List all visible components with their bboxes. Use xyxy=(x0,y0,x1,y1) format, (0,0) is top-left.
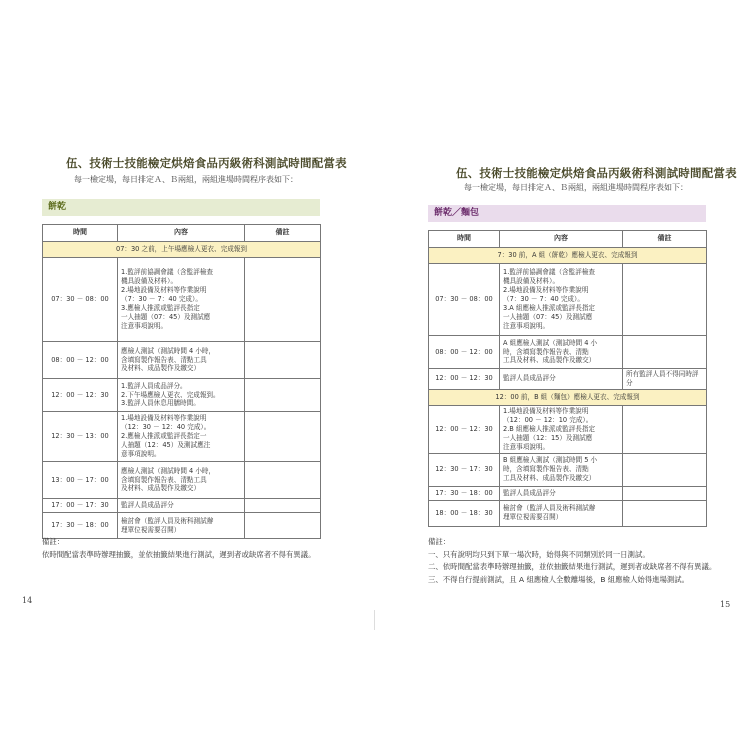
table-row xyxy=(429,453,707,486)
banner-cell: 12：00 前，B 組（麵包）應檢人更衣、完成報到 xyxy=(429,389,707,405)
note-cell xyxy=(623,453,707,486)
content-cell: 監評人員成品評分 xyxy=(500,369,623,390)
banner-row xyxy=(429,389,707,405)
note-cell xyxy=(623,336,707,369)
time-cell: 07：30 － 08：00 xyxy=(43,258,118,342)
notes-block xyxy=(428,536,716,586)
note-cell xyxy=(623,500,707,526)
table-row xyxy=(43,379,321,412)
content-cell: 1.監評前協調會議（含監評檢查 機具設備及材料）。 2.場地設備及材料等作業說明 （7：30 － 7：40 完成）。 3.應檢人推派或監評長指定 一人抽題（07：45）及測試應 注意事項說明。 xyxy=(118,258,245,342)
time-cell: 17：00 － 17：30 xyxy=(43,499,118,513)
table-row xyxy=(43,258,321,342)
schedule-table xyxy=(428,230,707,527)
table-row xyxy=(43,342,321,379)
table-row xyxy=(429,336,707,369)
note-cell xyxy=(623,486,707,500)
time-cell: 17：30 － 18：00 xyxy=(429,486,500,500)
header-content: 內容 xyxy=(118,225,245,242)
content-cell: 應檢人測試（測試時間 4 小時， 含填寫製作報告表、清點工具 及材料、成品製作及繳交） xyxy=(118,462,245,499)
note-cell xyxy=(245,412,321,462)
note-cell xyxy=(245,258,321,342)
table-row xyxy=(429,264,707,336)
page-subtitle: 每一檢定場，每日排定Ａ、Ｂ兩組，兩組進場時間程序表如下： xyxy=(464,183,688,192)
time-cell: 12：30 － 17：30 xyxy=(429,453,500,486)
section-bar: 餅乾 xyxy=(42,199,320,216)
note-cell xyxy=(245,379,321,412)
time-cell: 12：00 － 12：30 xyxy=(429,369,500,390)
page-number: 14 xyxy=(22,596,33,605)
page-subtitle: 每一檢定場，每日排定Ａ、Ｂ兩組，兩組進場時間程序表如下： xyxy=(74,175,298,184)
note-cell xyxy=(245,513,321,539)
page-title: 伍、技術士技能檢定烘焙食品丙級術科測試時間配當表 xyxy=(456,166,737,180)
content-cell: 1.場地設備及材料等作業說明 （12：30 － 12：40 完成）。 2.應檢人推派或監評長指定一 人抽題（12：45）及測試應注 意事項說明。 xyxy=(118,412,245,462)
table-row xyxy=(429,405,707,453)
content-cell: 1.場地設備及材料等作業說明 （12：00 － 12：10 完成）。 2.B 組應檢人推派或監評長指定 一人抽題（12：15）及測試應 注意事項說明。 xyxy=(500,405,623,453)
header-time: 時間 xyxy=(429,231,500,248)
banner-row xyxy=(429,248,707,264)
header-content: 內容 xyxy=(500,231,623,248)
note-cell xyxy=(245,499,321,513)
note-line: 一、只有說明均只到下單一場次時，始得與不同類別於同一日測試。 xyxy=(428,549,650,559)
table-row xyxy=(429,486,707,500)
time-cell: 08：00 － 12：00 xyxy=(43,342,118,379)
time-cell: 13：00 － 17：00 xyxy=(43,462,118,499)
note-line: 三、不得自行提前測試，且 A 組應檢人全數離場後，B 組應檢人始得進場測試。 xyxy=(428,574,690,584)
content-cell: 檢討會（監評人員及術科測試辦 理單位視需要召開） xyxy=(118,513,245,539)
time-cell: 12：00 － 12：30 xyxy=(43,379,118,412)
banner-cell: 07：30 之前，上午場應檢人更衣、完成報到 xyxy=(43,242,321,258)
time-cell: 07：30 － 08：00 xyxy=(429,264,500,336)
content-cell: 監評人員成品評分 xyxy=(500,486,623,500)
content-cell: 檢討會（監評人員及術科測試辦 理單位視需要召開） xyxy=(500,500,623,526)
table-header-row xyxy=(43,225,321,242)
content-cell: A 組應檢人測試（測試時間 4 小 時，含填寫製作報告表、清點 工具及材料、成品製作及繳交） xyxy=(500,336,623,369)
content-cell: 1.監評前協調會議（含監評檢查 機具設備及材料）。 2.場地設備及材料等作業說明 （7：30 － 7：40 完成）。 3.A 組應檢人推派或監評長指定 一人抽題（07：45）及測試應 注意事項說明。 xyxy=(500,264,623,336)
table-row xyxy=(429,369,707,390)
time-cell: 08：00 － 12：00 xyxy=(429,336,500,369)
notes-heading: 備註： xyxy=(428,537,451,546)
table-row xyxy=(43,412,321,462)
banner-cell: 7：30 前，A 組（餅乾）應檢人更衣、完成報到 xyxy=(429,248,707,264)
table-row xyxy=(43,513,321,539)
header-note: 備註 xyxy=(623,231,707,248)
right-page xyxy=(375,0,750,750)
note-cell xyxy=(623,264,707,336)
note-line: 依時間配當表準時辦理抽籤，並依抽籤結果進行測試，遲到者或缺席者不得有異議。 xyxy=(42,549,316,559)
schedule-table xyxy=(42,224,321,539)
content-cell: 應檢人測試（測試時間 4 小時， 含填寫製作報告表、清點工具 及材料、成品製作及繳交） xyxy=(118,342,245,379)
content-cell: 1.監評人員成品評分。 2.下午場應檢人更衣、完成報到。 3.監評人員休息用膳時間。 xyxy=(118,379,245,412)
notes-block xyxy=(42,536,315,561)
note-cell: 所有監評人員不得同時評分 xyxy=(623,369,707,390)
table-header-row xyxy=(429,231,707,248)
time-cell: 12：30 － 13：00 xyxy=(43,412,118,462)
note-cell xyxy=(245,462,321,499)
table-row xyxy=(429,500,707,526)
table-row xyxy=(43,462,321,499)
note-line: 二、依時間配當表準時辦理抽籤，並依抽籤結果進行測試，遲到者或缺席者不得有異議。 xyxy=(428,562,717,572)
banner-row xyxy=(43,242,321,258)
content-cell: B 組應檢人測試（測試時間 5 小 時，含填寫製作報告表、清點 工具及材料、成品製作及繳交） xyxy=(500,453,623,486)
note-cell xyxy=(245,342,321,379)
time-cell: 18：00 － 18：30 xyxy=(429,500,500,526)
section-bar: 餅乾／麵包 xyxy=(428,205,706,222)
header-note: 備註 xyxy=(245,225,321,242)
header-time: 時間 xyxy=(43,225,118,242)
table-row xyxy=(43,499,321,513)
page-number: 15 xyxy=(720,600,731,609)
time-cell: 17：30 － 18：00 xyxy=(43,513,118,539)
content-cell: 監評人員成品評分 xyxy=(118,499,245,513)
time-cell: 12：00 － 12：30 xyxy=(429,405,500,453)
note-cell xyxy=(623,405,707,453)
notes-heading: 備註： xyxy=(42,537,65,546)
page-title: 伍、技術士技能檢定烘焙食品丙級術科測試時間配當表 xyxy=(66,156,347,170)
